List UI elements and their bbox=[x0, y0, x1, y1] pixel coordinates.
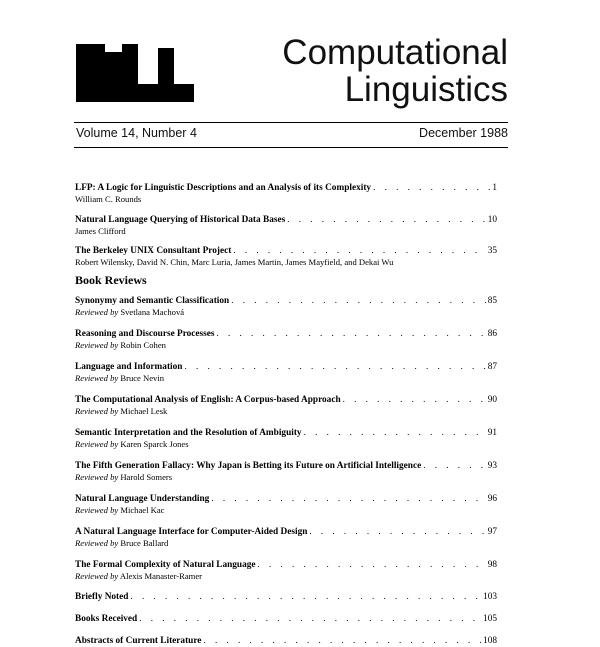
article-title[interactable]: Natural Language Querying of Historical Data Bases bbox=[75, 215, 286, 225]
reviewer-name: Michael Kac bbox=[120, 505, 165, 515]
article-entry[interactable] bbox=[75, 214, 497, 236]
dot-leader bbox=[304, 427, 486, 438]
header-rule-top bbox=[74, 122, 508, 123]
reviewer-line bbox=[75, 406, 497, 416]
reviewer-line bbox=[75, 571, 497, 581]
misc-entry[interactable] bbox=[75, 635, 497, 647]
dot-leader bbox=[309, 526, 485, 537]
page-number: 1 bbox=[492, 183, 497, 193]
dot-leader bbox=[287, 214, 485, 225]
review-entry[interactable] bbox=[75, 493, 497, 515]
journal-title bbox=[282, 34, 508, 108]
reviewer-line bbox=[75, 307, 497, 317]
page-number: 91 bbox=[487, 428, 497, 438]
reviewed-by-label: Reviewed by bbox=[75, 307, 119, 317]
reviewer-name: Karen Sparck Jones bbox=[120, 439, 189, 449]
header-rule-bottom bbox=[74, 147, 508, 148]
article-authors: William C. Rounds bbox=[75, 194, 142, 204]
page-number: 96 bbox=[487, 494, 497, 504]
journal-logo bbox=[76, 42, 194, 102]
review-entry[interactable] bbox=[75, 559, 497, 581]
dot-leader bbox=[217, 328, 486, 339]
section-title[interactable]: Briefly Noted bbox=[75, 592, 129, 602]
dot-leader bbox=[130, 591, 481, 602]
reviewer-line bbox=[75, 505, 497, 515]
page-number: 98 bbox=[487, 560, 497, 570]
reviewer-line bbox=[75, 472, 497, 482]
review-title[interactable]: The Formal Complexity of Natural Language bbox=[75, 560, 256, 570]
dot-leader bbox=[373, 182, 490, 193]
reviewer-line bbox=[75, 373, 497, 383]
page-number: 93 bbox=[487, 461, 497, 471]
reviewer-name: Svetlana Machová bbox=[120, 307, 185, 317]
page-number: 86 bbox=[487, 329, 497, 339]
page-number: 87 bbox=[487, 362, 497, 372]
reviewed-by-label: Reviewed by bbox=[75, 571, 119, 581]
dot-leader bbox=[211, 493, 485, 504]
section-title[interactable]: Abstracts of Current Literature bbox=[75, 636, 202, 646]
reviewed-by-label: Reviewed by bbox=[75, 505, 119, 515]
dot-leader bbox=[139, 613, 481, 624]
page-number: 35 bbox=[487, 246, 497, 256]
review-title[interactable]: Language and Information bbox=[75, 362, 183, 372]
review-entry[interactable] bbox=[75, 394, 497, 416]
misc-entry[interactable] bbox=[75, 591, 497, 603]
reviewed-by-label: Reviewed by bbox=[75, 472, 119, 482]
dot-leader bbox=[343, 394, 486, 405]
reviewer-line bbox=[75, 538, 497, 548]
article-entry[interactable] bbox=[75, 245, 497, 267]
article-authors: James Clifford bbox=[75, 226, 126, 236]
review-title[interactable]: The Fifth Generation Fallacy: Why Japan is Betting its Future on Artificial Intelligence bbox=[75, 461, 422, 471]
reviewed-by-label: Reviewed by bbox=[75, 373, 119, 383]
review-title[interactable]: Natural Language Understanding bbox=[75, 494, 210, 504]
dot-leader bbox=[203, 635, 481, 646]
reviewed-by-label: Reviewed by bbox=[75, 538, 119, 548]
reviewed-by-label: Reviewed by bbox=[75, 439, 119, 449]
page-number: 97 bbox=[487, 527, 497, 537]
journal-title-line1: Computational bbox=[282, 33, 508, 72]
dot-leader bbox=[184, 361, 485, 372]
review-entry[interactable] bbox=[75, 295, 497, 317]
dot-leader bbox=[258, 559, 486, 570]
review-title[interactable]: Semantic Interpretation and the Resolution of Ambiguity bbox=[75, 428, 302, 438]
reviewer-line bbox=[75, 439, 497, 449]
reviewer-name: Alexis Manaster-Ramer bbox=[119, 571, 203, 581]
page-number: 103 bbox=[483, 592, 497, 602]
journal-title-line2: Linguistics bbox=[344, 70, 508, 109]
reviewer-name: Michael Lesk bbox=[120, 406, 168, 416]
reviewed-by-label: Reviewed by bbox=[75, 406, 119, 416]
section-title[interactable]: Books Received bbox=[75, 614, 138, 624]
reviewer-line bbox=[75, 340, 497, 350]
article-title[interactable]: The Berkeley UNIX Consultant Project bbox=[75, 246, 232, 256]
review-entry[interactable] bbox=[75, 427, 497, 449]
volume-number: Volume 14, Number 4 bbox=[76, 126, 197, 140]
book-reviews-heading: Book Reviews bbox=[75, 273, 147, 287]
reviewed-by-label: Reviewed by bbox=[75, 340, 119, 350]
dot-leader bbox=[233, 245, 485, 256]
page-number: 90 bbox=[487, 395, 497, 405]
article-title[interactable]: LFP: A Logic for Linguistic Descriptions and an Analysis of its Complexity bbox=[75, 183, 372, 193]
reviewer-name: Bruce Ballard bbox=[120, 538, 169, 548]
page-number: 108 bbox=[483, 636, 497, 646]
page-number: 105 bbox=[483, 614, 497, 624]
page-number: 10 bbox=[487, 215, 497, 225]
review-entry[interactable] bbox=[75, 328, 497, 350]
dot-leader bbox=[231, 295, 486, 306]
reviewer-name: Robin Cohen bbox=[120, 340, 166, 350]
dot-leader bbox=[423, 460, 485, 471]
reviewer-name: Harold Somers bbox=[120, 472, 173, 482]
review-entry[interactable] bbox=[75, 526, 497, 548]
issue-date: December 1988 bbox=[419, 126, 508, 140]
article-authors: Robert Wilensky, David N. Chin, Marc Luria, James Martin, James Mayfield, and Dekai Wu bbox=[75, 257, 394, 267]
issue-line bbox=[76, 126, 508, 140]
review-title[interactable]: A Natural Language Interface for Computer-Aided Design bbox=[75, 527, 308, 537]
review-entry[interactable] bbox=[75, 361, 497, 383]
article-entry[interactable] bbox=[75, 182, 497, 204]
table-of-contents bbox=[75, 182, 497, 647]
misc-entry[interactable] bbox=[75, 613, 497, 625]
review-entry[interactable] bbox=[75, 460, 497, 482]
review-title[interactable]: Reasoning and Discourse Processes bbox=[75, 329, 215, 339]
review-title[interactable]: The Computational Analysis of English: A Corpus-based Approach bbox=[75, 395, 341, 405]
reviewer-name: Bruce Nevin bbox=[120, 373, 165, 383]
review-title[interactable]: Synonymy and Semantic Classification bbox=[75, 296, 230, 306]
page-number: 85 bbox=[487, 296, 497, 306]
